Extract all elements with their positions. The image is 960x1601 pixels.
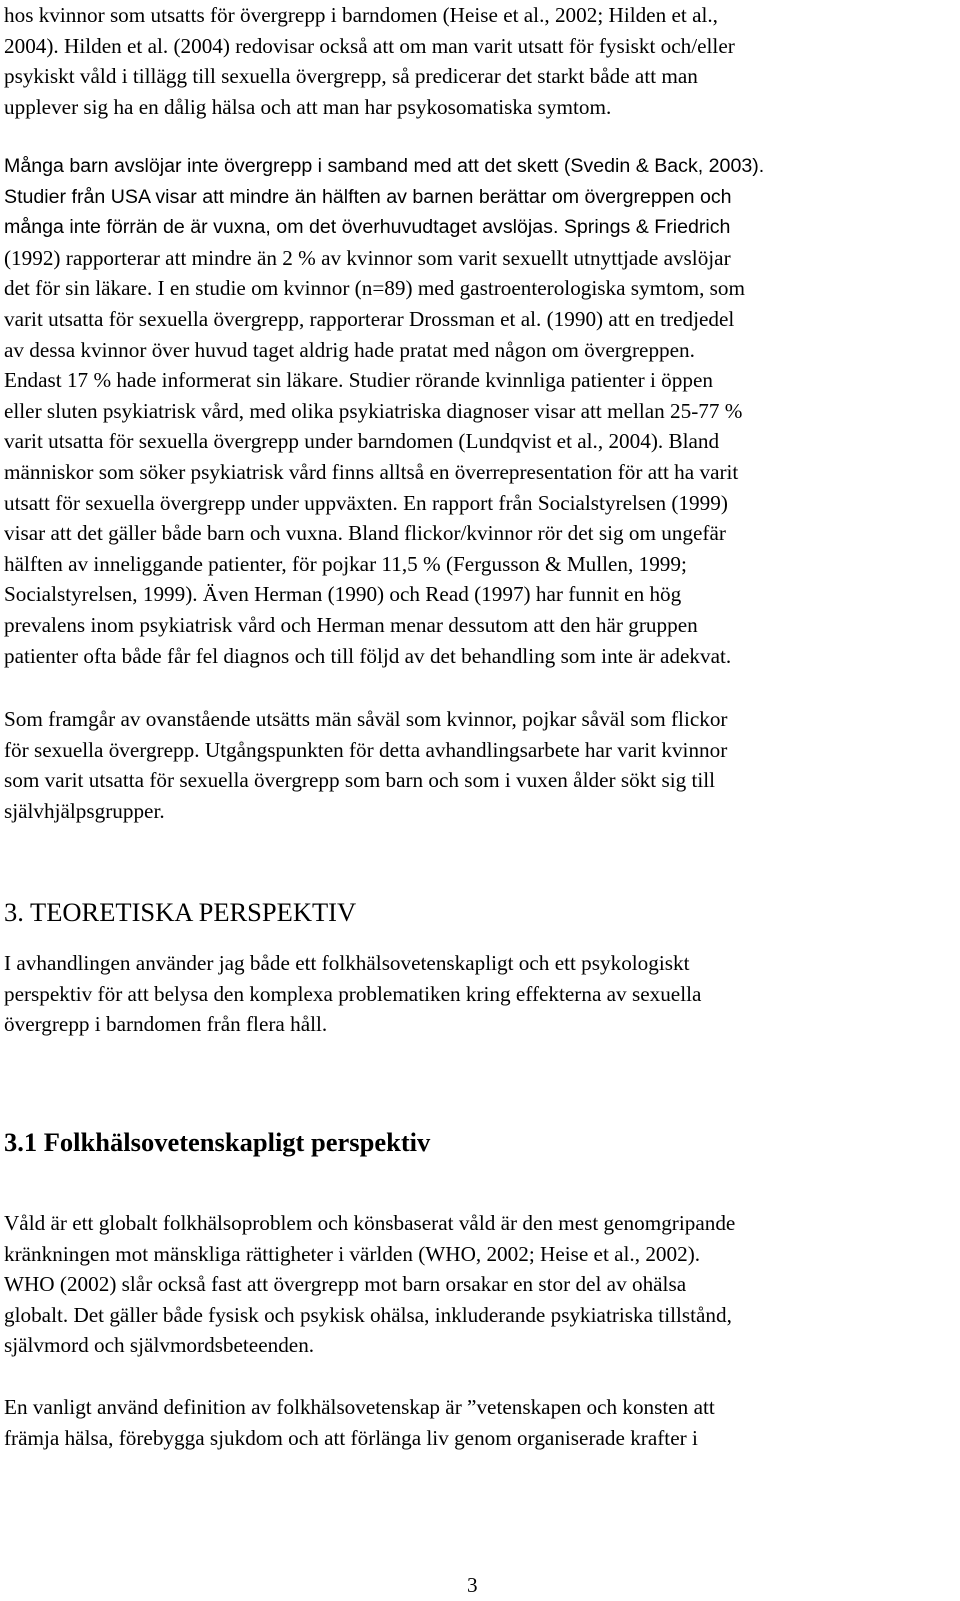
text-line: varit utsatta för sexuella övergrepp, rapporterar Drossman et al. (1990) att en tredjedel — [4, 306, 735, 331]
text-line: eller sluten psykiatrisk vård, med olika psykiatriska diagnoser visar att mellan 25-77 % — [4, 398, 743, 423]
text-line: Våld är ett globalt folkhälsoproblem och könsbaserat våld är den mest genomgripande — [4, 1211, 736, 1235]
page-number: 3 — [467, 1573, 478, 1597]
text-line: visar att det gäller både barn och vuxna. Bland flickor/kvinnor rör det sig om ungefär — [4, 521, 726, 546]
text-line: Socialstyrelsen, 1999). Även Herman (1990) och Read (1997) har funnit en hög — [4, 582, 682, 607]
text-line: hos kvinnor som utsatts för övergrepp i barndomen (Heise et al., 2002; Hilden et al., — [4, 3, 718, 27]
text-line: övergrepp i barndomen från flera håll. — [4, 1012, 328, 1037]
text-line: En vanligt använd definition av folkhälsovetenskap är ”vetenskapen och konsten att — [4, 1395, 715, 1419]
text-line: som varit utsatta för sexuella övergrepp som barn och som i vuxen ålder sökt sig till — [4, 768, 716, 793]
summary-paragraph — [4, 704, 954, 826]
text-line: upplever sig ha en dålig hälsa och att man har psykosomatiska symtom. — [4, 94, 612, 119]
section-3-1-paragraph-1 — [4, 1208, 954, 1361]
text-line: patienter ofta både får fel diagnos och till följd av det behandling som inte är adekvat. — [4, 643, 732, 668]
text-line: globalt. Det gäller både fysisk och psykisk ohälsa, inkluderande psykiatriska tillstånd, — [4, 1302, 732, 1327]
text-line: I avhandlingen använder jag både ett folkhälsovetenskapligt och ett psykologiskt — [4, 951, 690, 975]
text-line: för sexuella övergrepp. Utgångspunkten för detta avhandlingsarbete har varit kvinnor — [4, 737, 728, 762]
text-line: Som framgår av ovanstående utsätts män såväl som kvinnor, pojkar såväl som flickor — [4, 707, 728, 731]
text-line: 2004). Hilden et al. (2004) redovisar också att om man varit utsatt för fysiskt och/eller — [4, 33, 735, 58]
text-line: utsatt för sexuella övergrepp under uppväxten. En rapport från Socialstyrelsen (1999) — [4, 490, 728, 515]
text-line: främja hälsa, förebygga sjukdom och att förlänga liv genom organiserade krafter i — [4, 1425, 698, 1450]
text-line: Endast 17 % hade informerat sin läkare. Studier rörande kvinnliga patienter i öppen — [4, 368, 713, 393]
text-line: det för sin läkare. I en studie om kvinnor (n=89) med gastroenterologiska symtom, som — [4, 276, 746, 301]
text-line: Studier från USA visar att mindre än hälften av barnen berättar om övergreppen och — [4, 185, 732, 208]
text-line: av dessa kvinnor över huvud taget aldrig hade pratat med någon om övergreppen. — [4, 337, 695, 362]
text-line: prevalens inom psykiatrisk vård och Herman menar dessutom att den här gruppen — [4, 612, 698, 637]
text-line: självhjälpsgrupper. — [4, 798, 165, 823]
intro-paragraph — [4, 0, 954, 122]
text-line: många inte förrän de är vuxna, om det överhuvudtaget avslöjas. Springs & Friedrich — [4, 216, 731, 239]
text-line: kränkningen mot mänskliga rättigheter i världen (WHO, 2002; Heise et al., 2002). — [4, 1241, 701, 1266]
text-line: Många barn avslöjar inte övergrepp i samband med att det skett (Svedin & Back, 2003). — [4, 155, 765, 177]
text-line: WHO (2002) slår också fast att övergrepp mot barn orsakar en stor del av ohälsa — [4, 1272, 687, 1297]
text-line: (1992) rapporterar att mindre än 2 % av kvinnor som varit sexuellt utnyttjade avslöjar — [4, 245, 731, 270]
section-heading-3: 3. TEORETISKA PERSPEKTIV — [4, 897, 357, 927]
section-3-paragraph — [4, 948, 954, 1040]
text-line: människor som söker psykiatrisk vård finns alltså en överrepresentation för att ha varit — [4, 459, 739, 484]
text-line: självmord och självmordsbeteenden. — [4, 1333, 315, 1358]
disclosure-paragraph — [4, 151, 954, 671]
text-line: varit utsatta för sexuella övergrepp under barndomen (Lundqvist et al., 2004). Bland — [4, 429, 720, 454]
text-line: hälften av inneliggande patienter, för pojkar 11,5 % (Fergusson & Mullen, 1999; — [4, 551, 687, 576]
text-line: psykiskt våld i tillägg till sexuella övergrepp, så predicerar det starkt både att man — [4, 64, 698, 89]
section-3-1-paragraph-2 — [4, 1392, 954, 1453]
section-heading-3-1: 3.1 Folkhälsovetenskapligt perspektiv — [4, 1127, 431, 1157]
text-line: perspektiv för att belysa den komplexa problematiken kring effekterna av sexuella — [4, 981, 702, 1006]
